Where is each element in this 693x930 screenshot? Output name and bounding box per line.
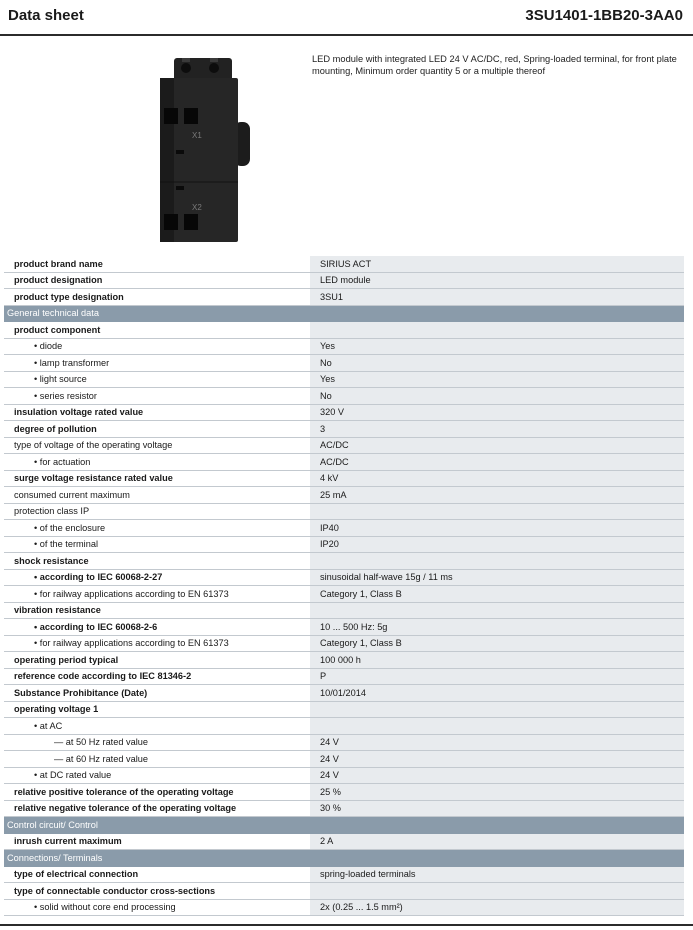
spec-row (4, 322, 684, 339)
spec-row (4, 454, 684, 471)
spec-row (4, 883, 684, 900)
spec-value: spring-loaded terminals (310, 866, 684, 883)
spec-label: shock resistance (4, 553, 310, 570)
footer-divider (0, 924, 693, 926)
page-title: Data sheet (8, 7, 84, 24)
spec-label: relative negative tolerance of the operating voltage (4, 800, 310, 817)
spec-value: 25 mA (310, 487, 684, 504)
spec-row (4, 718, 684, 735)
spec-row (4, 619, 684, 636)
spec-label: — at 50 Hz rated value (4, 734, 310, 751)
spec-row (4, 635, 684, 652)
spec-label: type of voltage of the operating voltage (4, 437, 310, 454)
spec-row (4, 289, 684, 306)
spec-value (310, 602, 684, 619)
spec-value: 2 A (310, 833, 684, 850)
spec-value: Yes (310, 338, 684, 355)
spec-row (4, 487, 684, 504)
spec-row (4, 536, 684, 553)
spec-row (4, 685, 684, 702)
spec-value: IP40 (310, 520, 684, 537)
spec-row (4, 569, 684, 586)
spec-value (310, 718, 684, 735)
spec-row (4, 833, 684, 850)
spec-label: vibration resistance (4, 602, 310, 619)
spec-row (4, 437, 684, 454)
spec-label: Substance Prohibitance (Date) (4, 685, 310, 702)
spec-label: type of connectable conductor cross-sections (4, 883, 310, 900)
spec-label: type of electrical connection (4, 866, 310, 883)
spec-value: 2x (0.25 ... 1.5 mm²) (310, 899, 684, 916)
spec-row (4, 371, 684, 388)
spec-label: product brand name (4, 256, 310, 272)
led-module-illustration (152, 56, 252, 246)
spec-value: 10/01/2014 (310, 685, 684, 702)
spec-label: product designation (4, 272, 310, 289)
spec-row (4, 553, 684, 570)
spec-row (4, 520, 684, 537)
spec-value (310, 701, 684, 718)
spec-row (4, 272, 684, 289)
spec-row (4, 388, 684, 405)
spec-label: — at 60 Hz rated value (4, 751, 310, 768)
spec-value (310, 322, 684, 339)
section-filler (310, 817, 684, 834)
spec-value: sinusoidal half-wave 15g / 11 ms (310, 569, 684, 586)
spec-row (4, 734, 684, 751)
spec-value: 24 V (310, 767, 684, 784)
product-description: LED module with integrated LED 24 V AC/DC, red, Spring-loaded terminal, for front plate mounting, Minimum order quantity 5 or a multiple thereof (312, 54, 677, 76)
section-title: Connections/ Terminals (4, 850, 310, 867)
spec-label: product type designation (4, 289, 310, 306)
spec-row (4, 767, 684, 784)
section-filler (310, 850, 684, 867)
spec-row (4, 404, 684, 421)
spec-label: • according to IEC 60068-2-6 (4, 619, 310, 636)
spec-label: reference code according to IEC 81346-2 (4, 668, 310, 685)
section-title: General technical data (4, 305, 310, 322)
spec-row (4, 586, 684, 603)
spec-label: operating period typical (4, 652, 310, 669)
spec-row (4, 751, 684, 768)
terminal-label-x1: X1 (192, 131, 202, 140)
spec-value: 3 (310, 421, 684, 438)
spec-row (4, 899, 684, 916)
spec-value: P (310, 668, 684, 685)
spec-value: Yes (310, 371, 684, 388)
spec-label: • lamp transformer (4, 355, 310, 372)
spec-label: • at DC rated value (4, 767, 310, 784)
spec-value: SIRIUS ACT (310, 256, 684, 272)
spec-table (4, 256, 684, 916)
section-header (4, 305, 684, 322)
spec-value: Category 1, Class B (310, 586, 684, 603)
spec-label: • of the terminal (4, 536, 310, 553)
spec-label: • series resistor (4, 388, 310, 405)
spec-row (4, 503, 684, 520)
spec-row (4, 470, 684, 487)
spec-label: • for actuation (4, 454, 310, 471)
spec-label: • solid without core end processing (4, 899, 310, 916)
spec-label: • for railway applications according to EN 61373 (4, 635, 310, 652)
section-header (4, 850, 684, 867)
spec-row (4, 800, 684, 817)
spec-label: consumed current maximum (4, 487, 310, 504)
spec-label: product component (4, 322, 310, 339)
spec-value: 4 kV (310, 470, 684, 487)
spec-value: 3SU1 (310, 289, 684, 306)
header-divider (0, 34, 693, 36)
spec-row (4, 668, 684, 685)
spec-row (4, 784, 684, 801)
product-image (152, 56, 252, 246)
spec-value: 10 ... 500 Hz: 5g (310, 619, 684, 636)
spec-row (4, 338, 684, 355)
spec-value: 24 V (310, 734, 684, 751)
spec-row (4, 421, 684, 438)
spec-value: 24 V (310, 751, 684, 768)
spec-value: No (310, 388, 684, 405)
spec-value (310, 503, 684, 520)
spec-value: AC/DC (310, 454, 684, 471)
spec-value: IP20 (310, 536, 684, 553)
page-header (0, 0, 693, 34)
spec-label: • for railway applications according to EN 61373 (4, 586, 310, 603)
spec-row (4, 701, 684, 718)
section-filler (310, 305, 684, 322)
spec-label: inrush current maximum (4, 833, 310, 850)
spec-label: • diode (4, 338, 310, 355)
spec-row (4, 602, 684, 619)
spec-label: • according to IEC 60068-2-27 (4, 569, 310, 586)
spec-value: AC/DC (310, 437, 684, 454)
spec-label: protection class IP (4, 503, 310, 520)
spec-label: • light source (4, 371, 310, 388)
spec-value: Category 1, Class B (310, 635, 684, 652)
spec-label: surge voltage resistance rated value (4, 470, 310, 487)
spec-label: • of the enclosure (4, 520, 310, 537)
spec-row (4, 355, 684, 372)
spec-label: insulation voltage rated value (4, 404, 310, 421)
spec-value: 100 000 h (310, 652, 684, 669)
spec-value (310, 883, 684, 900)
spec-value: 30 % (310, 800, 684, 817)
spec-row (4, 652, 684, 669)
spec-value: 25 % (310, 784, 684, 801)
spec-label: relative positive tolerance of the operating voltage (4, 784, 310, 801)
spec-row (4, 866, 684, 883)
spec-label: • at AC (4, 718, 310, 735)
product-code: 3SU1401-1BB20-3AA0 (525, 7, 683, 24)
spec-value: 320 V (310, 404, 684, 421)
section-header (4, 817, 684, 834)
spec-label: operating voltage 1 (4, 701, 310, 718)
spec-value (310, 553, 684, 570)
spec-label: degree of pollution (4, 421, 310, 438)
spec-value: No (310, 355, 684, 372)
section-title: Control circuit/ Control (4, 817, 310, 834)
spec-value: LED module (310, 272, 684, 289)
spec-row (4, 256, 684, 272)
terminal-label-x2: X2 (192, 203, 202, 212)
